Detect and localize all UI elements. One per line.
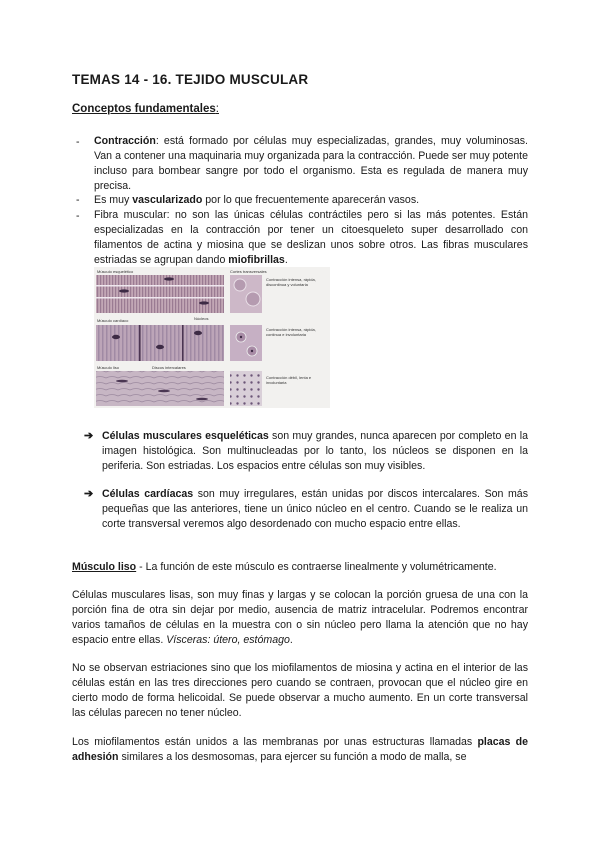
para1-text: Células musculares lisas, son muy finas y largas y se colocan la porción gruesa de una con la porción fina de otra sin dejar por medio, ausencia de matriz intracelular. Podremos encontrar varios tamaños de células en la muestra con o sin núcleo pero llama la atención que no hay espacio entre ellas. (72, 589, 528, 646)
dash-marker: - (76, 136, 80, 148)
bullet-text: : está formado por células muy especializadas, grandes, muy voluminosas. Van a contener una maquinaria muy organizada para la contracción. Puede ser muy potente incluso para bombear sangre por todo el organismo. Esta es regulada de manera muy precisa. (94, 135, 528, 192)
arrow-text: son muy irregulares, están unidas por discos intercalares. Son más pequeñas que las anteriores, tiene un único núcleo en el centro. Cuando se le realiza un corte transversal veremos algo desordenado con mucho espacio entre ellas. (102, 488, 529, 530)
arrow-text: son muy grandes, nunca aparecen por completo en la imagen histológica. Son multinucleadas por lo tanto, los núcleos se disponen en la periferia. Son estriadas. Los espacios entre células son muy visibles. (102, 430, 528, 472)
bullet-text: por lo que frecuentemente aparecerán vasos. (202, 194, 420, 206)
desc-esqueletico: Contracción intensa, rápida, discontinua y voluntaria (266, 277, 316, 287)
page-title: TEMAS 14 - 16. TEJIDO MUSCULAR (72, 72, 309, 87)
bullet-contraccion (94, 134, 528, 194)
bullet-fibra-muscular (94, 208, 528, 268)
arrow-esqueleticas (102, 429, 528, 474)
arrow-marker: ➔ (84, 488, 94, 500)
bullet-vascularizado (94, 193, 528, 208)
paragraph-estriaciones: No se observan estriaciones sino que los miofilamentos de miosina y actina en el interior de las células están en las tres direcciones pero cuando se contraen, provocan que el núcleo gire en cierto modo de forma helicoidal. Se puede observar a mucho aumento. En un corte transversal las células parecen no tener núcleo. (72, 662, 528, 719)
bullet-text: . (284, 254, 288, 266)
paragraph-celulas-lisas (72, 588, 528, 648)
section-subtitle (72, 103, 219, 115)
arrow-bold: Células cardíacas (102, 488, 194, 500)
subtitle-text: Conceptos fundamentales (72, 103, 216, 115)
dash-marker: - (76, 194, 80, 206)
label-nucleos: Núcleos (194, 316, 209, 321)
desc-cardiaco: Contracción intensa, rápida, continua e involuntaria (266, 327, 316, 337)
arrow-bold: Células musculares esqueléticas (102, 430, 269, 442)
bullet-pre: Es muy (94, 194, 133, 206)
desc-liso: Contracción débil, lenta e involuntaria (266, 375, 312, 385)
label-cortes: Cortes transversales (230, 269, 267, 274)
para3-bold: placas de adhesión (72, 736, 529, 763)
arrow-cardiacas (102, 487, 528, 532)
bullet-bold: miofibrillas (228, 254, 285, 266)
label-liso: Músculo liso (97, 365, 120, 370)
dash-marker: - (76, 210, 80, 222)
subtitle-colon: : (215, 103, 219, 115)
para1-end: . (289, 634, 293, 646)
bullet-bold: Contracción (94, 135, 156, 147)
para1-italic: Vísceras: útero, estómago (166, 634, 290, 646)
para3-text: similares a los desmosomas, para ejercer su función a modo de malla, se (118, 751, 467, 763)
paragraph-miofilamentos (72, 735, 528, 765)
musculo-liso-text: - La función de este músculo es contraerse linealmente y volumétricamente. (136, 561, 497, 573)
musculo-liso-heading: Músculo liso (72, 561, 137, 573)
label-discos: Discos intercalares (152, 365, 186, 370)
arrow-marker: ➔ (84, 430, 94, 442)
para3-pre: Los miofilamentos están unidos a las membranas por unas estructuras llamadas (72, 736, 478, 748)
bullet-pre: Fibra muscular: no son las únicas células contráctiles pero si las más potentes. Están especializadas en la contracción por tener un citoesqueleto super desarrollado con filamentos de actina y miosina que se deslizan unos sobre otros. Las fibras musculares estriadas se agrupan dando (94, 209, 528, 266)
bullet-bold: vascularizado (132, 194, 203, 206)
histology-image (94, 267, 330, 408)
musculo-liso-intro (72, 560, 528, 575)
label-cardiaco: Músculo cardíaco (97, 318, 129, 323)
label-esqueletico: Músculo esquelético (97, 269, 134, 274)
muscle-histology-figure (94, 267, 330, 408)
